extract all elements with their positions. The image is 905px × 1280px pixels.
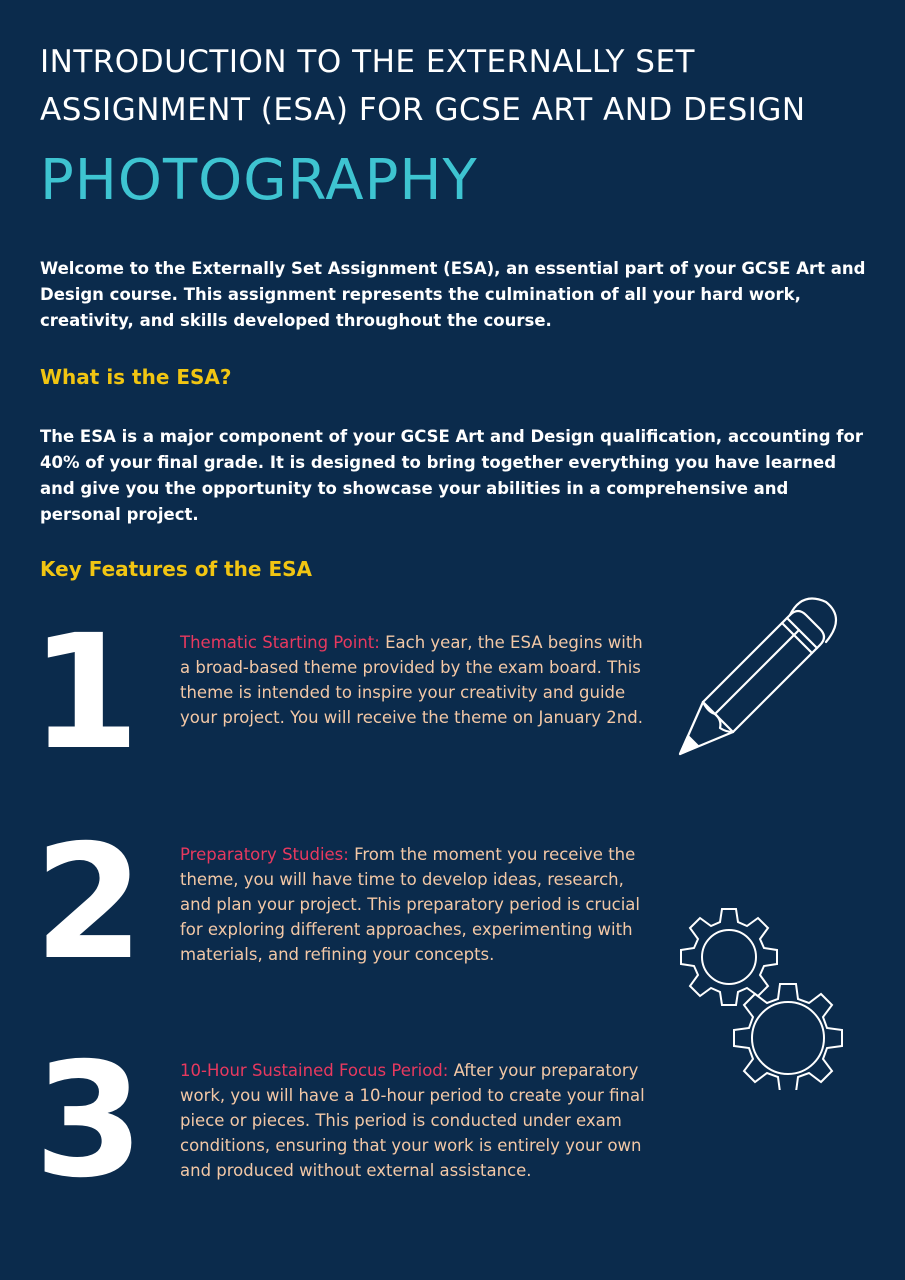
intro-paragraph: Welcome to the Externally Set Assignment (ESA), an essential part of your GCSE Art and Design course. This assignment represents the culmination of all your hard work, creativity, and skills developed throughout the course.	[40, 259, 866, 330]
key-features-heading: Key Features of the ESA	[40, 557, 312, 581]
what-is-heading: What is the ESA?	[40, 365, 232, 389]
pencil-icon	[668, 588, 848, 760]
feature-text-1	[180, 630, 650, 730]
feature-number-3: 3	[34, 1029, 144, 1213]
gears-icon	[668, 900, 868, 1090]
feature-text-3	[180, 1058, 650, 1183]
feature-lead-1: Thematic Starting Point:	[180, 633, 380, 652]
title-line-1: INTRODUCTION TO THE EXTERNALLY SET	[40, 44, 695, 80]
feature-body-3: After your preparatory work, you will have a 10-hour period to create your final piece or pieces. This period is conducted under exam conditions, ensuring that your work is entirely your own and produced without external assistance.	[180, 1061, 645, 1180]
feature-lead-3: 10-Hour Sustained Focus Period:	[180, 1061, 449, 1080]
subject-title: PHOTOGRAPHY	[40, 148, 478, 213]
what-is-paragraph: The ESA is a major component of your GCSE Art and Design qualification, accounting for 40% of your final grade. It is designed to bring together everything you have learned and give you the opportunity to showcase your abilities in a comprehensive and personal project.	[40, 427, 863, 524]
page-title	[40, 38, 880, 134]
feature-body-2: From the moment you receive the theme, you will have time to develop ideas, research, and plan your project. This preparatory period is crucial for exploring different approaches, experimenting with materials, and refining your concepts.	[180, 845, 641, 964]
feature-lead-2: Preparatory Studies:	[180, 845, 349, 864]
title-line-2: ASSIGNMENT (ESA) FOR GCSE ART AND DESIGN	[40, 92, 806, 128]
feature-number-1: 1	[30, 601, 140, 785]
feature-number-2: 2	[34, 811, 144, 995]
feature-body-1: Each year, the ESA begins with a broad-based theme provided by the exam board. This theme is intended to inspire your creativity and guide your project. You will receive the theme on January 2nd.	[180, 633, 643, 727]
feature-text-2	[180, 842, 650, 967]
